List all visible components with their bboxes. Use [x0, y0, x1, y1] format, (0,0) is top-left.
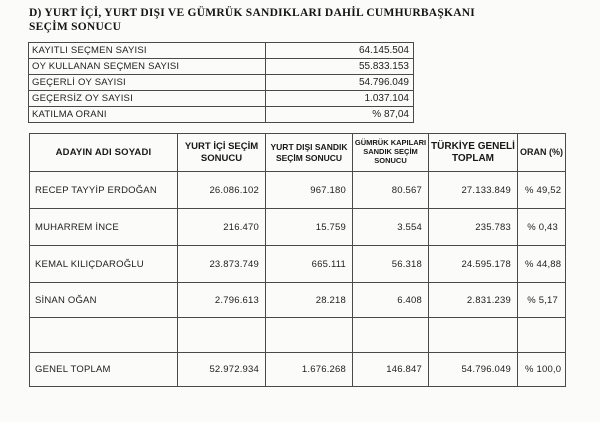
customs-votes: 80.567: [353, 172, 429, 209]
empty-cell: [353, 318, 429, 353]
grand-total-abroad: 1.676.268: [266, 353, 353, 387]
total-votes: 24.595.178: [429, 246, 518, 283]
abroad-votes: 665.111: [266, 246, 353, 283]
summary-row: [29, 91, 414, 107]
empty-cell: [518, 318, 566, 353]
domestic-votes: 2.796.613: [178, 283, 266, 318]
empty-cell: [429, 318, 518, 353]
title-line-1: D) YURT İÇİ, YURT DIŞI VE GÜMRÜK SANDIKLARI DAHİL CUMHURBAŞKANI: [29, 7, 476, 19]
grand-total-customs: 146.847: [353, 353, 429, 387]
total-votes: 27.133.849: [429, 172, 518, 209]
summary-label: OY KULLANAN SEÇMEN SAYISI: [29, 59, 266, 75]
summary-value: 1.037.104: [266, 91, 414, 107]
vote-percent: % 0,43: [518, 209, 566, 246]
summary-label: KATILMA ORANI: [29, 107, 266, 123]
candidate-row: [30, 283, 566, 318]
vote-percent: % 49,52: [518, 172, 566, 209]
abroad-votes: 967.180: [266, 172, 353, 209]
results-header-row: [30, 134, 566, 172]
summary-label: GEÇERSİZ OY SAYISI: [29, 91, 266, 107]
summary-label: KAYITLI SEÇMEN SAYISI: [29, 43, 266, 59]
summary-label: GEÇERLİ OY SAYISI: [29, 75, 266, 91]
empty-cell: [30, 318, 178, 353]
grand-total-domestic: 52.972.934: [178, 353, 266, 387]
domestic-votes: 23.873.749: [178, 246, 266, 283]
abroad-votes: 15.759: [266, 209, 353, 246]
domestic-votes: 216.470: [178, 209, 266, 246]
candidate-row: [30, 209, 566, 246]
grand-total-percent: % 100,0: [518, 353, 566, 387]
total-votes: 2.831.239: [429, 283, 518, 318]
candidate-row: [30, 246, 566, 283]
customs-votes: 6.408: [353, 283, 429, 318]
empty-cell: [178, 318, 266, 353]
customs-votes: 56.318: [353, 246, 429, 283]
vote-percent: % 5,17: [518, 283, 566, 318]
col-header-abroad: YURT DIŞI SANDIK SEÇİM SONUCU: [266, 134, 353, 172]
summary-value: 64.145.504: [266, 43, 414, 59]
col-header-percent: ORAN (%): [518, 134, 566, 172]
candidate-name: MUHARREM İNCE: [30, 209, 178, 246]
summary-table: [28, 42, 414, 123]
customs-votes: 3.554: [353, 209, 429, 246]
vote-percent: % 44,88: [518, 246, 566, 283]
candidate-row: [30, 172, 566, 209]
col-header-total: TÜRKİYE GENELİ TOPLAM: [429, 134, 518, 172]
grand-total-votes: 54.796.049: [429, 353, 518, 387]
abroad-votes: 28.218: [266, 283, 353, 318]
empty-cell: [266, 318, 353, 353]
summary-value: 54.796.049: [266, 75, 414, 91]
col-header-customs: GÜMRÜK KAPILARI SANDIK SEÇİM SONUCU: [353, 134, 429, 172]
grand-total-label: GENEL TOPLAM: [30, 353, 178, 387]
summary-row: [29, 43, 414, 59]
summary-value: % 87,04: [266, 107, 414, 123]
summary-row: [29, 107, 414, 123]
col-header-domestic: YURT İÇİ SEÇİM SONUCU: [178, 134, 266, 172]
domestic-votes: 26.086.102: [178, 172, 266, 209]
title-line-2: SEÇİM SONUCU: [29, 20, 122, 33]
col-header-candidate: ADAYIN ADI SOYADI: [30, 134, 178, 172]
summary-value: 55.833.153: [266, 59, 414, 75]
page-title: [29, 7, 569, 34]
candidate-name: RECEP TAYYİP ERDOĞAN: [30, 172, 178, 209]
summary-row: [29, 75, 414, 91]
grand-total-row: [30, 353, 566, 387]
candidate-name: SİNAN OĞAN: [30, 283, 178, 318]
total-votes: 235.783: [429, 209, 518, 246]
summary-row: [29, 59, 414, 75]
candidate-name: KEMAL KILIÇDAROĞLU: [30, 246, 178, 283]
empty-row: [30, 318, 566, 353]
results-table: [29, 133, 566, 387]
